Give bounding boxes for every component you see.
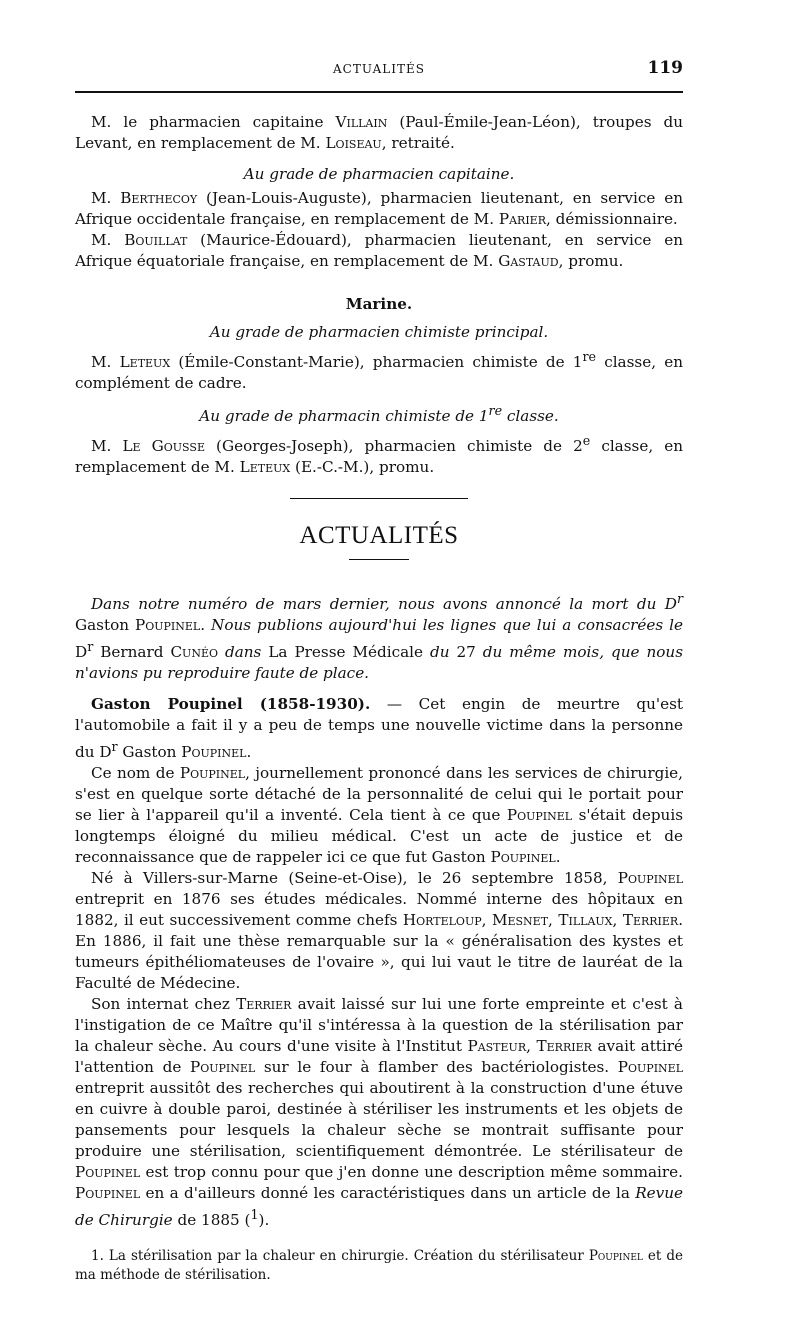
text-run: avait attiré l'attention de <box>75 1037 684 1077</box>
surname: Terrier <box>622 911 679 930</box>
footnote <box>75 1247 683 1285</box>
text-run: M. <box>91 437 123 456</box>
text-run: s'était depuis longtemps éloigné du milieu médical. C'est un acte de justice et de reconnaissance que de rappeler ici ce que fut Gaston <box>75 806 683 867</box>
text-run: classe, en remplacement de M. <box>75 437 683 477</box>
text-run: avait laissé sur lui une forte empreinte et c'est à l'instigation de ce Maître qu'il s'intéressa à la question de la stérilisation par la chaleur sèche. Au cours d'une visite à l'Institut <box>75 995 683 1056</box>
text-run: Né à Villers-sur-Marne (Seine-et-Oise), le 26 septembre 1858, <box>91 869 618 888</box>
text-run: (Georges-Joseph), pharmacien chimiste de 2 <box>204 437 583 456</box>
text-run: sur le four à flamber des bactériologistes. <box>255 1058 618 1077</box>
text-run: ). <box>258 1211 270 1230</box>
text-run: , démissionnaire. <box>546 210 678 228</box>
text-run: , journellement prononcé dans les services de chirurgie, s'est en quelque sorte détaché de la personnalité de celui qui le portait pour se lier à l'appareil qu'il a inventé. Cela tient à ce que <box>75 764 683 825</box>
article-heading: Gaston Poupinel (1858-1930). <box>91 695 371 714</box>
text-run: de 1885 ( <box>172 1211 251 1230</box>
superscript: r <box>111 739 118 755</box>
surname: Poupinel <box>75 1163 141 1182</box>
text-run: (E.-C.-M.), promu. <box>290 458 435 477</box>
surname: Poupinel <box>617 1058 683 1077</box>
surname: Le Gousse <box>122 437 205 456</box>
text-run: , <box>612 911 623 930</box>
surname: Terrier <box>236 995 292 1014</box>
surname: Tillaux <box>558 911 613 930</box>
nomination-villain <box>75 112 683 154</box>
surname: Poupinel <box>189 1058 256 1077</box>
text-run: . <box>246 743 252 762</box>
article-paragraph-4 <box>75 994 683 1231</box>
surname: Poupinel <box>75 1184 141 1203</box>
running-title: ACTUALITÉS <box>333 62 425 76</box>
surname: Berthecoy <box>120 189 198 207</box>
surname: Villain <box>335 113 388 131</box>
text-run: en a d'ailleurs donné les caractéristiques dans un article de la <box>140 1184 636 1203</box>
text-run: M. <box>91 353 120 372</box>
text-run: La Presse Médicale <box>268 643 423 662</box>
grade-heading-principal: Au grade de pharmacien chimiste principal. <box>209 323 549 341</box>
section-title: ACTUALITÉS <box>299 522 459 550</box>
text-run: Au grade de pharmacin chimiste de 1 <box>199 407 489 426</box>
surname: Loiseau <box>325 134 382 152</box>
nomination-bouillat <box>75 230 683 272</box>
page-number: 119 <box>647 58 683 78</box>
grade-heading-premiere <box>75 400 683 427</box>
page-body <box>75 112 683 1285</box>
surname: Bouillat <box>124 231 188 249</box>
surname: Terrier <box>536 1037 592 1056</box>
text-run: Gaston <box>117 743 182 762</box>
text-run: Ce nom de <box>91 764 180 783</box>
text-run: M. <box>91 231 125 249</box>
surname: Poupinel <box>490 848 556 867</box>
text-run: , promu. <box>558 252 624 270</box>
text-run: . Nous publions aujourd'hui les lignes que lui a consacrées le <box>200 616 683 635</box>
text-run: M. <box>91 189 121 207</box>
text-run: . En 1886, il fait une thèse remarquable sur la « généralisation des kystes et tumeurs épithéliomateuses de l'ovaire », qui lui vaut le titre de lauréat de la Faculté de Médecine. <box>75 911 684 993</box>
surname: Leteux <box>119 353 171 372</box>
text-run: 1. La stérilisation par la chaleur en chirurgie. Création du stérilisateur <box>91 1248 589 1265</box>
surname: Pasteur <box>467 1037 527 1056</box>
grade-heading-capitaine: Au grade de pharmacien capitaine. <box>243 165 515 183</box>
text-run: et de ma méthode de stérilisation. <box>75 1248 683 1284</box>
surname: Mesnet <box>491 911 549 930</box>
text-run: (Jean-Louis-Auguste), pharmacien lieutenant, en service en Afrique occidentale française, en remplacement de M. <box>75 189 683 228</box>
superscript: r <box>87 639 94 655</box>
text-run: du <box>423 643 457 662</box>
article-first-paragraph <box>75 694 683 763</box>
title-underline <box>349 559 409 560</box>
text-run: Dans notre numéro de mars dernier, nous avons annoncé la mort du D <box>91 595 677 614</box>
text-run: (Maurice-Édouard), pharmacien lieutenant, en service en Afrique équatoriale française, en remplacement de M. <box>75 231 683 270</box>
text-run: 27 <box>456 643 476 662</box>
text-run: (Émile-Constant-Marie), pharmacien chimiste de 1 <box>170 353 583 372</box>
surname: Poupinel <box>506 806 573 825</box>
text-run: (Paul-Émile-Jean-Léon), troupes du Levant, en remplacement de M. <box>75 113 683 152</box>
text-run: M. le pharmacien capitaine <box>91 113 336 131</box>
text-run: classe, en complément de cadre. <box>75 353 683 393</box>
journal-title: Revue de Chirurgie <box>75 1184 683 1230</box>
nomination-le-gousse <box>75 430 683 478</box>
text-run: , retraité. <box>381 134 455 152</box>
text-run: D <box>75 643 88 662</box>
running-header <box>75 58 683 88</box>
nomination-leteux <box>75 346 683 394</box>
superscript: e <box>582 433 591 449</box>
article-paragraph-2 <box>75 763 683 868</box>
surname: Poupinel <box>588 1248 643 1265</box>
surname: Horteloup <box>402 911 482 930</box>
surname: Poupinel <box>181 743 247 762</box>
superscript: re <box>488 403 503 419</box>
text-run: Gaston <box>75 616 135 635</box>
text-run: , <box>548 911 559 930</box>
surname: Poupinel <box>179 764 246 783</box>
surname: Gastaud <box>498 252 559 270</box>
separator-rule <box>290 498 468 499</box>
surname: Cunéo <box>170 643 219 662</box>
text-run: — Cet engin de meurtre qu'est l'automobile a fait il y a peu de temps une nouvelle victime dans la personne du D <box>75 695 683 762</box>
nomination-berthecoy <box>75 188 683 230</box>
surname: Poupinel <box>617 869 683 888</box>
text-run: classe. <box>502 407 559 426</box>
superscript: re <box>582 349 596 364</box>
text-run: Bernard <box>93 643 171 662</box>
text-run: , <box>481 911 492 930</box>
surname: Leteux <box>239 458 291 477</box>
text-run: , <box>526 1037 537 1056</box>
surname: Parier <box>498 210 546 228</box>
header-rule <box>75 91 683 93</box>
surname: Poupinel <box>135 616 201 635</box>
article-paragraph-3 <box>75 868 683 994</box>
text-run: du même mois, que nous n'avions pu reproduire faute de place. <box>75 643 683 683</box>
editorial-intro <box>75 588 683 684</box>
footnote-ref[interactable]: 1 <box>250 1207 259 1223</box>
text-run: est trop connu pour que j'en donne une description même sommaire. <box>140 1163 683 1182</box>
text-run: . <box>555 848 561 867</box>
section-marine: Marine. <box>345 295 413 313</box>
text-run: entreprit aussitôt des recherches qui aboutirent à la construction d'une étuve en cuivre à double paroi, destinée à stériliser les instruments et les objets de pansements pour lesquels la chaleur sèche se montrait suffisante pour produire une stérilisation, scientifiquement démontrée. Le stérilisateur de <box>75 1079 683 1161</box>
text-run: dans <box>218 643 269 662</box>
text-run: entreprit en 1876 ses études médicales. Nommé interne des hôpitaux en 1882, il eut successivement comme chefs <box>75 890 683 930</box>
superscript: r <box>676 591 683 607</box>
text-run: Son internat chez <box>91 995 237 1014</box>
